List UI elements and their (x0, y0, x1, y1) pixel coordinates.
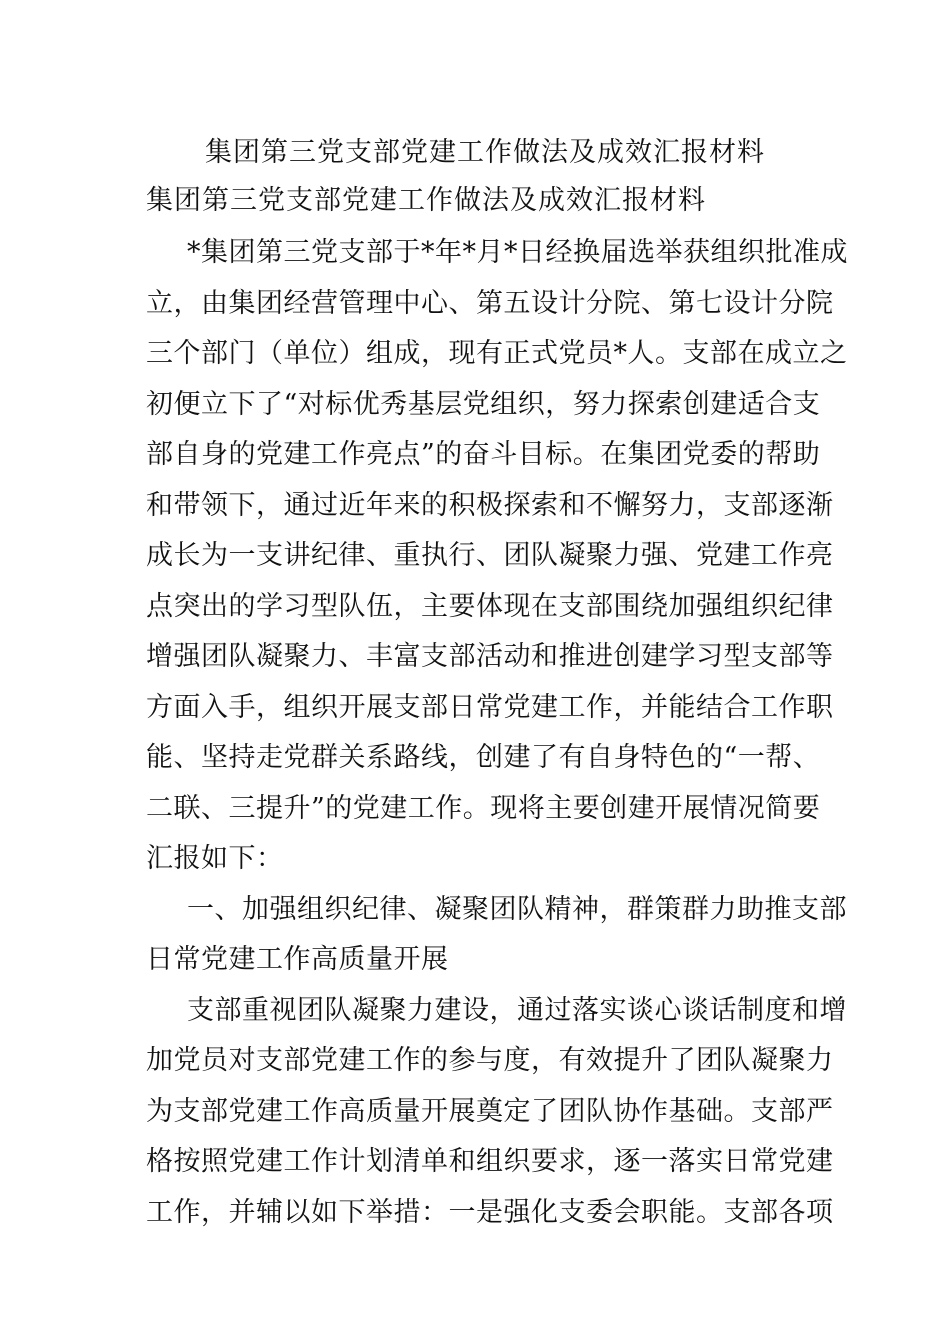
paragraph-line: 和带领下，通过近年来的积极探索和不懈努力，支部逐渐 (146, 489, 834, 521)
paragraph-line: 格按照党建工作计划清单和组织要求，逐一落实日常党建 (146, 1146, 834, 1177)
section-heading-line: 日常党建工作高质量开展 (146, 944, 449, 975)
paragraph-line: 立，由集团经营管理中心、第五设计分院、第七设计分院 (146, 287, 834, 319)
paragraph-line: 方面入手，组织开展支部日常党建工作，并能结合工作职 (146, 691, 834, 723)
section-heading-line: 一、加强组织纪律、凝聚团队精神，群策群力助推支部 (187, 893, 847, 925)
paragraph-line: *集团第三党支部于*年*月*日经换届选举获组织批准成 (187, 237, 848, 268)
paragraph-line: 汇报如下： (146, 843, 284, 874)
paragraph-line: 增强团队凝聚力、丰富支部活动和推进创建学习型支部等 (146, 641, 834, 672)
paragraph-line: 部自身的党建工作亮点”的奋斗目标。在集团党委的帮助 (146, 439, 821, 470)
paragraph-line: 三个部门（单位）组成，现有正式党员*人。支部在成立之 (146, 338, 848, 369)
paragraph-line: 点突出的学习型队伍，主要体现在支部围绕加强组织纪律 (146, 590, 834, 622)
paragraph-line: 能、坚持走党群关系路线，创建了有自身特色的“一帮、 (146, 742, 821, 773)
paragraph-line: 加党员对支部党建工作的参与度，有效提升了团队凝聚力 (146, 1045, 834, 1076)
paragraph-line: 二联、三提升”的党建工作。现将主要创建开展情况简要 (146, 792, 821, 824)
paragraph-line: 支部重视团队凝聚力建设，通过落实谈心谈话制度和增 (187, 994, 847, 1026)
document-body (146, 228, 848, 1238)
document-title: 集团第三党支部党建工作做法及成效汇报材料 (205, 137, 765, 168)
paragraph-line: 为支部党建工作高质量开展奠定了团队协作基础。支部严 (146, 1095, 834, 1127)
paragraph-line: 工作，并辅以如下举措：一是强化支委会职能。支部各项 (146, 1196, 834, 1228)
paragraph-line: 成长为一支讲纪律、重执行、团队凝聚力强、党建工作亮 (146, 540, 834, 571)
paragraph-line: 初便立下了“对标优秀基层党组织，努力探索创建适合支 (146, 388, 821, 420)
document-subtitle: 集团第三党支部党建工作做法及成效汇报材料 (146, 185, 706, 216)
